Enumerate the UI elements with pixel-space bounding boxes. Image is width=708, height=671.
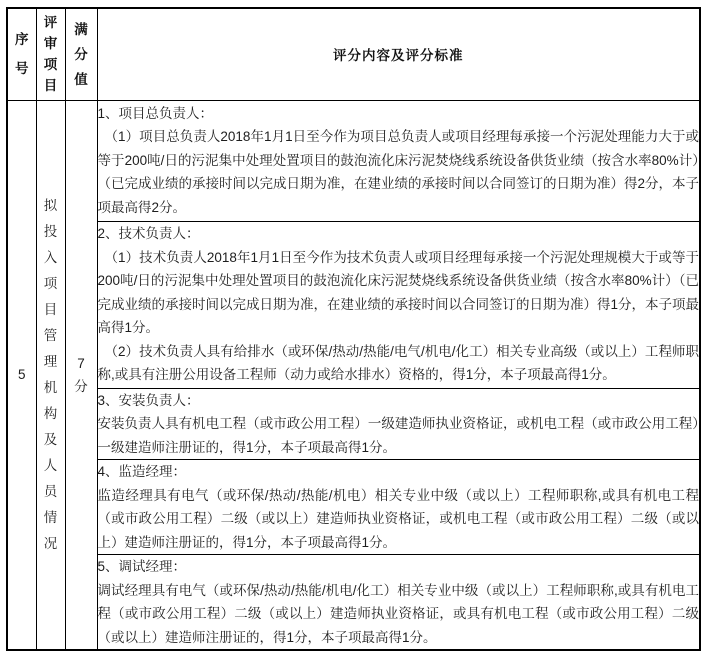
cell-serial-number: 5 bbox=[7, 100, 36, 650]
table-row bbox=[7, 221, 700, 388]
criteria-block-2 bbox=[97, 221, 700, 388]
block-paragraph: 监造经理具有电气（或环保/热动/热能/机电）相关专业中级（或以上）工程师职称,或具有机电工程（或市政公用工程）二级（或以上）建造师执业资格证，或机电工程（或市政公用工程）二级（或以上）建造师注册证的，得1分，本子项最高得1分。 bbox=[97, 487, 699, 550]
max-score-text: 7分 bbox=[74, 355, 88, 394]
criteria-block-3 bbox=[97, 388, 700, 460]
cell-max-score bbox=[65, 100, 97, 650]
block-paragraph: （1）技术负责人2018年1月1日至今作为技术负责人或项目经理每承接一个污泥处理规模大于或等于200吨/日的污泥集中处理处置项目的鼓泡流化床污泥焚烧线系统设备供货业绩（按含水率80%计）（已完成业绩的承接时间以完成日期为准，在建业绩的承接时间以合同签订的日期为准）得1分，本子项最高得1分。 bbox=[97, 249, 700, 336]
header-serial-number bbox=[7, 8, 36, 100]
review-item-text: 拟投入项目管理机构及人员情况 bbox=[43, 197, 58, 551]
block-title: 1、项目总负责人： bbox=[97, 105, 214, 121]
evaluation-table bbox=[6, 7, 701, 651]
block-paragraph: （2）技术负责人具有给排水（或环保/热动/热能/电气/机电/化工）相关专业高级（或以上）工程师职称,或具有注册公用设备工程师（动力或给水排水）资格的，得1分，本子项最高得1分。 bbox=[97, 343, 699, 383]
block-paragraph: 调试经理具有电气（或环保/热动/热能/机电/化工）相关专业中级（或以上）工程师职称,或具有机电工程（或市政公用工程）二级（或以上）建造师执业资格证，或具有机电工程（或市政公用工程）二级（或以上）建造师注册证的，得1分，本子项最高得1分。 bbox=[97, 582, 699, 645]
table-row bbox=[7, 460, 700, 555]
cell-review-item bbox=[36, 100, 65, 650]
block-title: 3、安装负责人： bbox=[97, 392, 200, 408]
block-title: 4、监造经理： bbox=[97, 464, 187, 479]
table-row bbox=[7, 388, 700, 460]
header-max-score bbox=[65, 8, 97, 100]
block-title: 2、技术负责人： bbox=[97, 226, 200, 242]
criteria-block-1 bbox=[97, 100, 700, 221]
table-row bbox=[7, 100, 700, 221]
criteria-block-4 bbox=[97, 460, 700, 555]
header-review-item-label: 评审项目 bbox=[43, 15, 58, 94]
header-review-item bbox=[36, 8, 65, 100]
header-criteria: 评分内容及评分标准 bbox=[97, 8, 700, 100]
header-max-score-label: 满分值 bbox=[74, 21, 88, 87]
table-row bbox=[7, 555, 700, 651]
criteria-block-5 bbox=[97, 555, 700, 651]
table-header-row bbox=[7, 8, 700, 100]
header-serial-number-label: 序号 bbox=[14, 32, 29, 77]
block-paragraph: 安装负责人具有机电工程（或市政公用工程）一级建造师执业资格证，或机电工程（或市政公用工程）一级建造师注册证的，得1分，本子项最高得1分。 bbox=[97, 416, 699, 455]
block-title: 5、调试经理： bbox=[97, 559, 187, 574]
block-paragraph: （1）项目总负责人2018年1月1日至今作为项目总负责人或项目经理每承接一个污泥处理能力大于或等于200吨/日的污泥集中处理处置项目的鼓泡流化床污泥焚烧线系统设备供货业绩（按含水率80%计）（已完成业绩的承接时间以完成日期为准，在建业绩的承接时间以合同签订的日期为准）得2分，本子项最高得2分。 bbox=[97, 129, 700, 215]
